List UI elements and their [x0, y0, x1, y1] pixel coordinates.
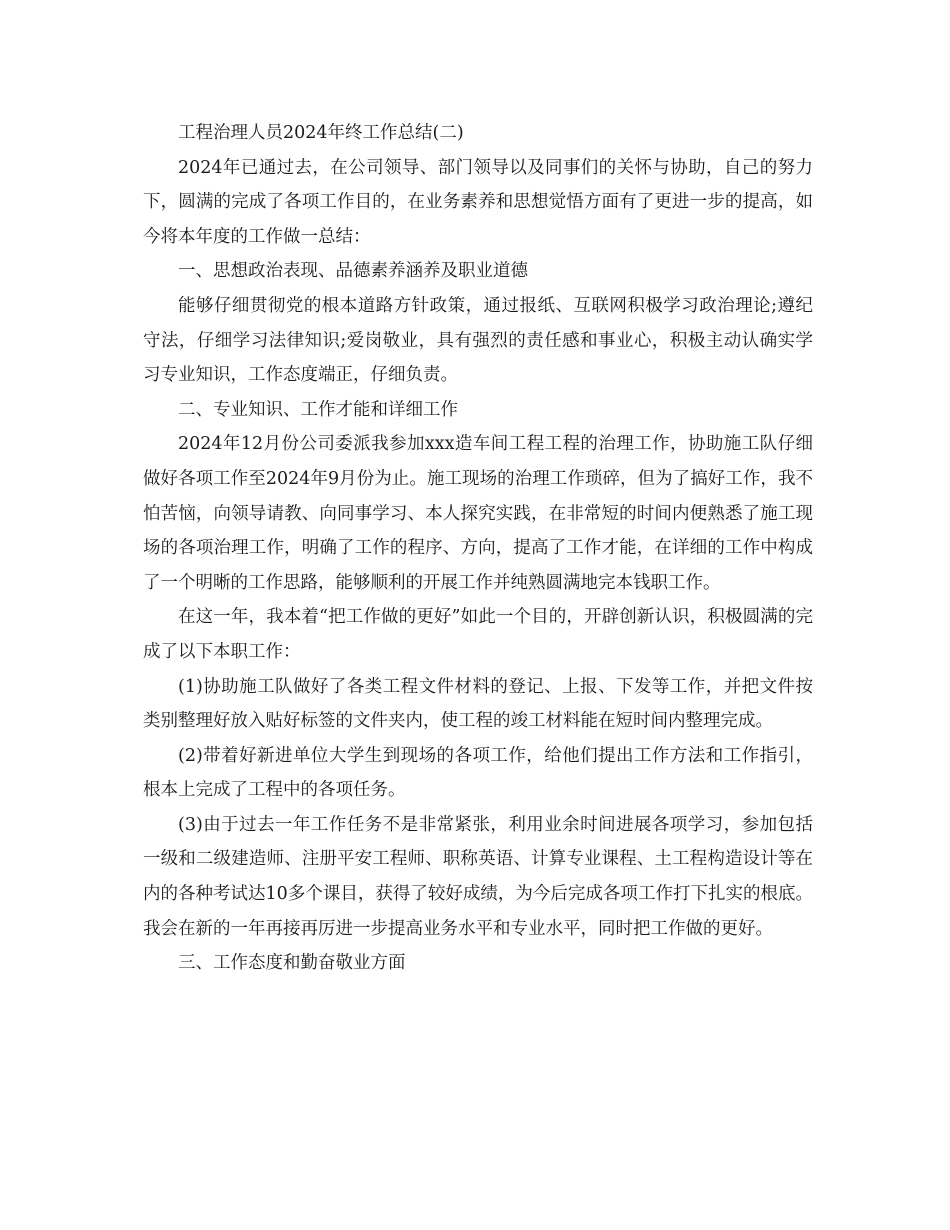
section-heading-1: 一、思想政治表现、品德素养涵养及职业道德 [178, 261, 528, 282]
paragraph-intro: 2024年已通过去，在公司领导、部门领导以及同事们的关怀与协助，自己的努力下，圆满的完成了各项工作目的，在业务素养和思想觉悟方面有了更进一步的提高，如今将本年度的工作做一总结： [143, 157, 813, 247]
paragraph-3: 在这一年，我本着“把工作做的更好”如此一个目的，开辟创新认识，积极圆满的完成了以下本职工作： [143, 607, 813, 662]
section-heading-2: 二、专业知识、工作才能和详细工作 [178, 399, 458, 420]
paragraph-2: 2024年12月份公司委派我参加xxx造车间工程工程的治理工作，协助施工队仔细做好各项工作至2024年9月份为止。施工现场的治理工作琐碎，但为了搞好工作，我不怕苦恼，向领导请教、向同事学习、本人探究实践，在非常短的时间内便熟悉了施工现场的各项治理工作，明确了工作的程序、方向，提高了工作才能，在详细的工作中构成了一个明晰的工作思路，能够顺利的开展工作并纯熟圆满地完本钱职工作。 [143, 434, 813, 593]
document-title: 工程治理人员2024年终工作总结(二) [178, 123, 464, 143]
list-item-2: (2)带着好新进单位大学生到现场的各项工作，给他们提出工作方法和工作指引，根本上完成了工程中的各项任务。 [143, 745, 813, 801]
section-heading-3: 三、工作态度和勤奋敬业方面 [178, 953, 406, 974]
document-body [143, 116, 813, 981]
list-item-3: (3)由于过去一年工作任务不是非常紧张，利用业余时间进展各项学习，参加包括一级和二级建造师、注册平安工程师、职称英语、计算专业课程、土工程构造设计等在内的各种考试达10多个课目，获得了较好成绩，为今后完成各项工作打下扎实的根底。我会在新的一年再接再厉进一步提高业务水平和专业水平，同时把工作做的更好。 [143, 814, 813, 939]
list-item-1: (1)协助施工队做好了各类工程文件材料的登记、上报、下发等工作，并把文件按类别整理好放入贴好标签的文件夹内，使工程的竣工材料能在短时间内整理完成。 [143, 676, 813, 732]
paragraph-1: 能够仔细贯彻党的根本道路方针政策，通过报纸、互联网积极学习政治理论;遵纪守法，仔细学习法律知识;爱岗敬业，具有强烈的责任感和事业心，积极主动认确实学习专业知识，工作态度端正，仔细负责。 [143, 295, 813, 386]
